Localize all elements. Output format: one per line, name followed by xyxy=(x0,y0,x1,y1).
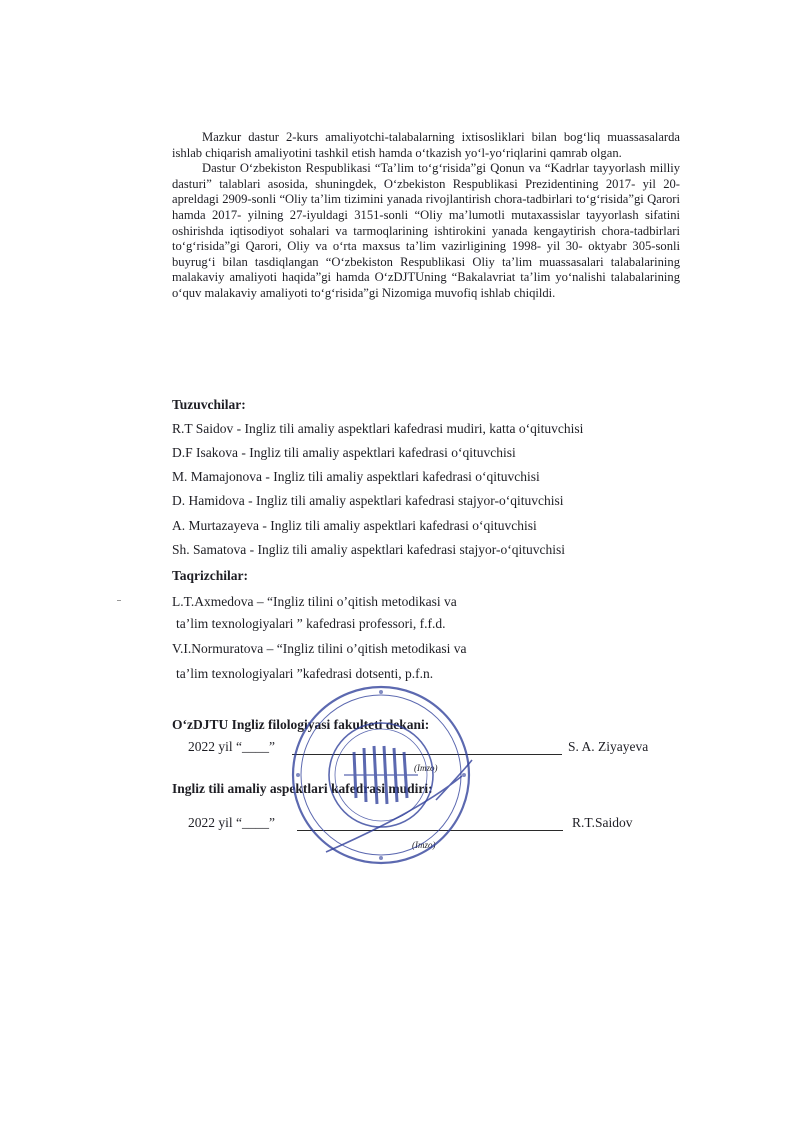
reviewer-line: L.T.Axmedova – “Ingliz tilini o’qitish metodikasi va xyxy=(172,594,457,609)
author-line: Sh. Samatova - Ingliz tili amaliy aspektlari kafedrasi stajyor-o‘qituvchisi xyxy=(172,542,566,557)
head-approval-title: Ingliz tili amaliy aspektlari kafedrasi mudiri: xyxy=(172,781,433,796)
dean-name: S. A. Ziyayeva xyxy=(568,739,649,754)
intro-paragraph-2: Dastur O‘zbekiston Respublikasi “Ta’lim to‘g‘risida”gi Qonun va “Kadrlar tayyorlash milliy dasturi” talablari asosida, shuningdek, O‘zbekiston Respublikasi Prezidentining 2017- yil 20- apreldagi 2909-sonli “Oliy ta’lim tizimini yanada rivojlantirish chora-tadbirlari to‘g‘risida”gi Qarori hamda 2017- yilning 27-iyuldagi 3151-sonli “Oliy ma’lumotli mutaxassislar tayyorlash sifatini oshirishda iqtisodiyot sohalari va tarmoqlarining ishtirokini yanada kengaytirish chora-tadbirlari to‘g‘risida”gi Qarori, Oliy va o‘rta maxsus ta’lim vazirligining 1998- yil 30- oktyabr 305-sonli buyrug‘i bilan tasdiqlangan “O‘zbekiston Respublikasi Oliy ta’lim muassasalari talabalarining malakaviy amaliyoti haqida”gi hamda O‘zDJTUning “Bakalavriat ta’lim yo‘nalishi talabalarining o‘quv malakaviy amaliyoti to‘g‘risida”gi Nizomiga muvofiq ishlab chiqildi. xyxy=(172,161,680,300)
faculty-seal-stamp xyxy=(286,680,476,870)
author-line: D.F Isakova - Ingliz tili amaliy aspektlari kafedrasi o‘qituvchisi xyxy=(172,445,516,460)
head-approval-date: 2022 yil “____” xyxy=(188,815,275,830)
reviewer-line: ta’lim texnologiyalari ”kafedrasi dotsenti, p.f.n. xyxy=(176,666,434,681)
reviewers-heading: Taqrizchilar: xyxy=(172,568,248,583)
scan-speck xyxy=(117,600,121,601)
author-line: M. Mamajonova - Ingliz tili amaliy aspektlari kafedrasi o‘qituvchisi xyxy=(172,469,540,484)
head-name: R.T.Saidov xyxy=(572,815,633,830)
intro-text xyxy=(172,130,680,302)
head-sign-label: (Imzo) xyxy=(412,840,436,850)
reviewer-line: ta’lim texnologiyalari ” kafedrasi professori, f.f.d. xyxy=(176,616,446,631)
author-line: D. Hamidova - Ingliz tili amaliy aspektlari kafedrasi stajyor-o‘qituvchisi xyxy=(172,493,564,508)
dean-approval-title: O‘zDJTU Ingliz filologiyasi fakulteti dekani: xyxy=(172,717,430,732)
author-line: A. Murtazayeva - Ingliz tili amaliy aspektlari kafedrasi o‘qituvchisi xyxy=(172,518,537,533)
reviewer-line: V.I.Normuratova – “Ingliz tilini o’qitish metodikasi va xyxy=(172,641,467,656)
authors-heading: Tuzuvchilar: xyxy=(172,397,246,412)
dean-approval-date: 2022 yil “____” xyxy=(188,739,275,754)
intro-paragraph-1: Mazkur dastur 2-kurs amaliyotchi-talabalarning ixtisosliklari bilan bog‘liq muassasalarda ishlab chiqarish amaliyotini tashkil etish hamda o‘tkazish yo‘l-yo‘riqlarini qamrab olgan. xyxy=(172,130,680,160)
dean-sign-label: (Imzo) xyxy=(414,763,438,773)
author-line: R.T Saidov - Ingliz tili amaliy aspektlari kafedrasi mudiri, katta o‘qituvchisi xyxy=(172,421,584,436)
